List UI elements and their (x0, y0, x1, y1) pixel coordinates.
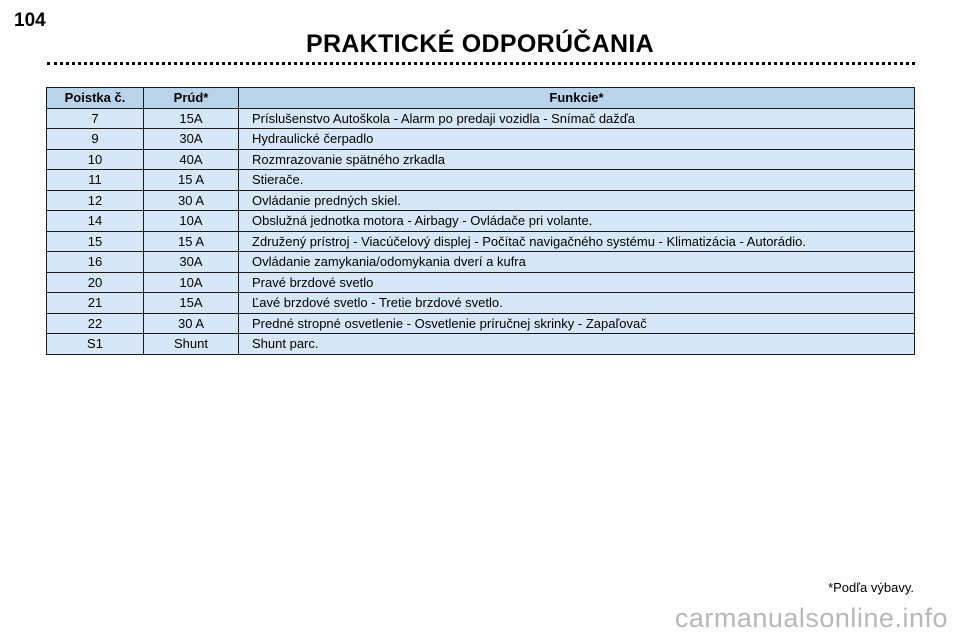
table-row (47, 313, 915, 334)
footnote: *Podľa výbavy. (828, 580, 914, 595)
function-cell: Shunt parc. (239, 334, 915, 355)
fuse-number-cell: 11 (47, 170, 144, 191)
fuse-number-cell: 10 (47, 149, 144, 170)
table-row (47, 149, 915, 170)
current-cell: Shunt (144, 334, 239, 355)
current-cell: 30 A (144, 313, 239, 334)
table-row (47, 211, 915, 232)
function-cell: Predné stropné osvetlenie - Osvetlenie príručnej skrinky - Zapaľovač (239, 313, 915, 334)
table-row (47, 108, 915, 129)
current-cell: 10A (144, 211, 239, 232)
current-cell: 15 A (144, 170, 239, 191)
current-cell: 30 A (144, 190, 239, 211)
function-cell: Príslušenstvo Autoškola - Alarm po predaji vozidla - Snímač dažďa (239, 108, 915, 129)
table-row (47, 170, 915, 191)
dotted-divider (47, 62, 915, 65)
function-cell: Rozmrazovanie spätného zrkadla (239, 149, 915, 170)
current-cell: 15A (144, 108, 239, 129)
function-cell: Hydraulické čerpadlo (239, 129, 915, 150)
table-row (47, 129, 915, 150)
table-row (47, 190, 915, 211)
fuse-number-cell: 22 (47, 313, 144, 334)
current-cell: 15 A (144, 231, 239, 252)
fuse-number-cell: 15 (47, 231, 144, 252)
page-number: 104 (14, 10, 46, 31)
current-cell: 30A (144, 252, 239, 273)
fuse-number-cell: 21 (47, 293, 144, 314)
function-cell: Ovládanie predných skiel. (239, 190, 915, 211)
fuse-number-cell: 12 (47, 190, 144, 211)
current-cell: 15A (144, 293, 239, 314)
fuse-table (46, 87, 915, 355)
table-row (47, 252, 915, 273)
fuse-number-cell: 20 (47, 272, 144, 293)
fuse-number-cell: S1 (47, 334, 144, 355)
function-cell: Stierače. (239, 170, 915, 191)
table-header-row (47, 88, 915, 109)
function-cell: Pravé brzdové svetlo (239, 272, 915, 293)
watermark: carmanualsonline.info (674, 603, 948, 633)
header-functions: Funkcie* (239, 88, 915, 109)
table-row (47, 334, 915, 355)
table-body (47, 108, 915, 354)
page-title: PRAKTICKÉ ODPORÚČANIA (306, 30, 654, 58)
table-row (47, 272, 915, 293)
function-cell: Združený prístroj - Viacúčelový displej - Počítač navigačného systému - Klimatizácia - Autorádio. (239, 231, 915, 252)
fuse-number-cell: 7 (47, 108, 144, 129)
current-cell: 10A (144, 272, 239, 293)
function-cell: Ľavé brzdové svetlo - Tretie brzdové svetlo. (239, 293, 915, 314)
header-current: Prúd* (144, 88, 239, 109)
table-row (47, 231, 915, 252)
current-cell: 40A (144, 149, 239, 170)
fuse-number-cell: 16 (47, 252, 144, 273)
table-row (47, 293, 915, 314)
function-cell: Obslužná jednotka motora - Airbagy - Ovládače pri volante. (239, 211, 915, 232)
current-cell: 30A (144, 129, 239, 150)
fuse-number-cell: 9 (47, 129, 144, 150)
header-fuse-number: Poistka č. (47, 88, 144, 109)
function-cell: Ovládanie zamykania/odomykania dverí a kufra (239, 252, 915, 273)
fuse-number-cell: 14 (47, 211, 144, 232)
